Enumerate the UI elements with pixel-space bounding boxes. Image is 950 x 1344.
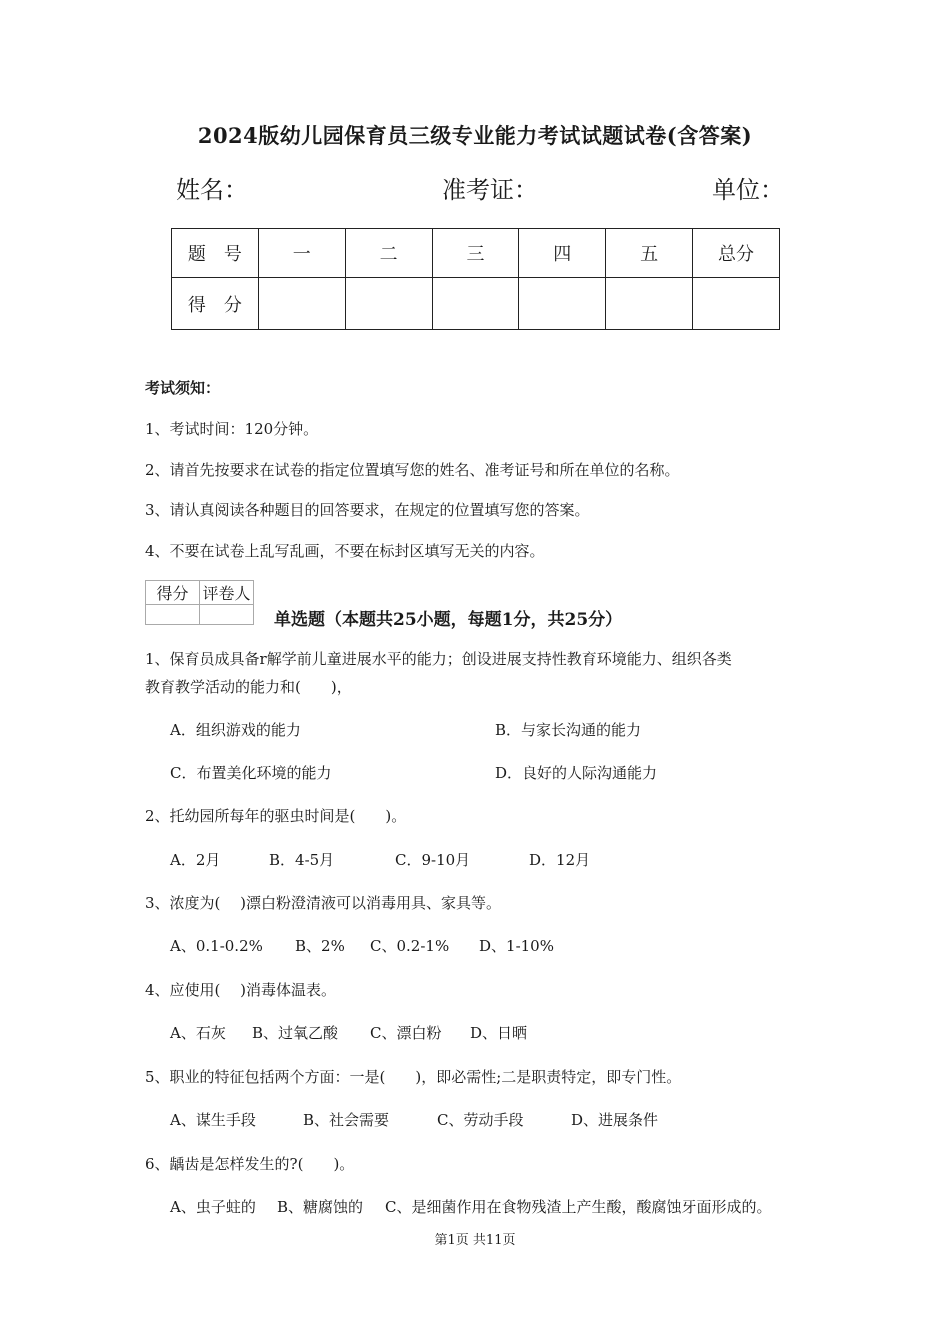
notice-item: 1、考试时间：120分钟。 [145,420,319,438]
score-table-cell: 四 [519,229,606,278]
notice-item: 4、不要在试卷上乱写乱画，不要在标封区填写无关的内容。 [145,542,545,560]
option-a[interactable]: A．组织游戏的能力 [170,721,301,739]
notice-item: 2、请首先按要求在试卷的指定位置填写您的姓名、准考证号和所在单位的名称。 [145,461,680,479]
score-input-cell[interactable] [345,278,432,330]
score-table-cell: 一 [258,229,345,278]
option-c[interactable]: C、是细菌作用在食物残渣上产生酸，酸腐蚀牙面形成的。 [385,1198,772,1216]
grader-reviewer-label: 评卷人 [200,581,254,605]
grader-score-label: 得分 [146,581,200,605]
option-a[interactable]: A、谋生手段 [170,1111,256,1129]
score-input-cell[interactable] [519,278,606,330]
question-stem: 1、保育员成具备r解学前儿童进展水平的能力；创设进展支持性教育环境能力、组织各类 [145,650,732,668]
score-input-cell[interactable] [258,278,345,330]
unit-label: 单位： [712,176,784,204]
option-b[interactable]: B．4-5月 [269,851,335,869]
option-d[interactable]: D、1-10% [479,937,554,955]
option-a[interactable]: A、石灰 [170,1024,226,1042]
option-c[interactable]: C．9-10月 [395,851,471,869]
notice-item: 3、请认真阅读各种题目的回答要求，在规定的位置填写您的答案。 [145,501,590,519]
score-table-cell: 三 [432,229,519,278]
option-d[interactable]: D、进展条件 [571,1111,659,1129]
section-title: 单选题（本题共25小题，每题1分，共25分） [274,610,623,630]
grader-reviewer-cell[interactable] [200,605,254,625]
option-d[interactable]: D．12月 [529,851,591,869]
option-a[interactable]: A．2月 [170,851,221,869]
option-d[interactable]: D．良好的人际沟通能力 [495,764,658,782]
option-b[interactable]: B、过氧乙酸 [252,1024,339,1042]
score-table-header-row [172,229,780,278]
page-footer: 第1页 共11页 [434,1233,516,1248]
option-c[interactable]: C、0.2-1% [370,937,450,955]
grader-score-cell[interactable] [146,605,200,625]
name-label: 姓名： [176,176,248,204]
score-table-cell: 二 [345,229,432,278]
score-table-cell: 得 分 [172,278,259,330]
score-table [171,228,780,330]
exam-id-label: 准考证： [442,176,538,204]
question-stem: 5、职业的特征包括两个方面：一是( )，即必需性;二是职责特定，即专门性。 [145,1068,682,1086]
option-c[interactable]: C、漂白粉 [370,1024,442,1042]
question-stem: 3、浓度为( )漂白粉澄清液可以消毒用具、家具等。 [145,894,502,912]
score-input-cell[interactable] [693,278,780,330]
option-b[interactable]: B．与家长沟通的能力 [495,721,642,739]
notice-title: 考试须知： [145,379,221,397]
option-c[interactable]: C．布置美化环境的能力 [170,764,332,782]
score-input-cell[interactable] [606,278,693,330]
option-a[interactable]: A、0.1-0.2% [170,937,263,955]
score-table-cell: 总分 [693,229,780,278]
question-stem: 4、应使用( )消毒体温表。 [145,981,337,999]
option-a[interactable]: A、虫子蛀的 [170,1198,256,1216]
score-table-cell: 五 [606,229,693,278]
score-input-cell[interactable] [432,278,519,330]
question-stem: 教育教学活动的能力和( )， [145,678,352,696]
option-b[interactable]: B、社会需要 [303,1111,390,1129]
question-stem: 2、托幼园所每年的驱虫时间是( )。 [145,807,407,825]
score-table-cell: 题 号 [172,229,259,278]
option-c[interactable]: C、劳动手段 [437,1111,524,1129]
question-stem: 6、龋齿是怎样发生的?( )。 [145,1155,355,1173]
grader-box [145,580,254,625]
option-d[interactable]: D、日晒 [470,1024,528,1042]
score-table-score-row [172,278,780,330]
option-b[interactable]: B、糖腐蚀的 [277,1198,364,1216]
page-title: 2024版幼儿园保育员三级专业能力考试试题试卷(含答案) [197,123,753,148]
option-b[interactable]: B、2% [295,937,345,955]
